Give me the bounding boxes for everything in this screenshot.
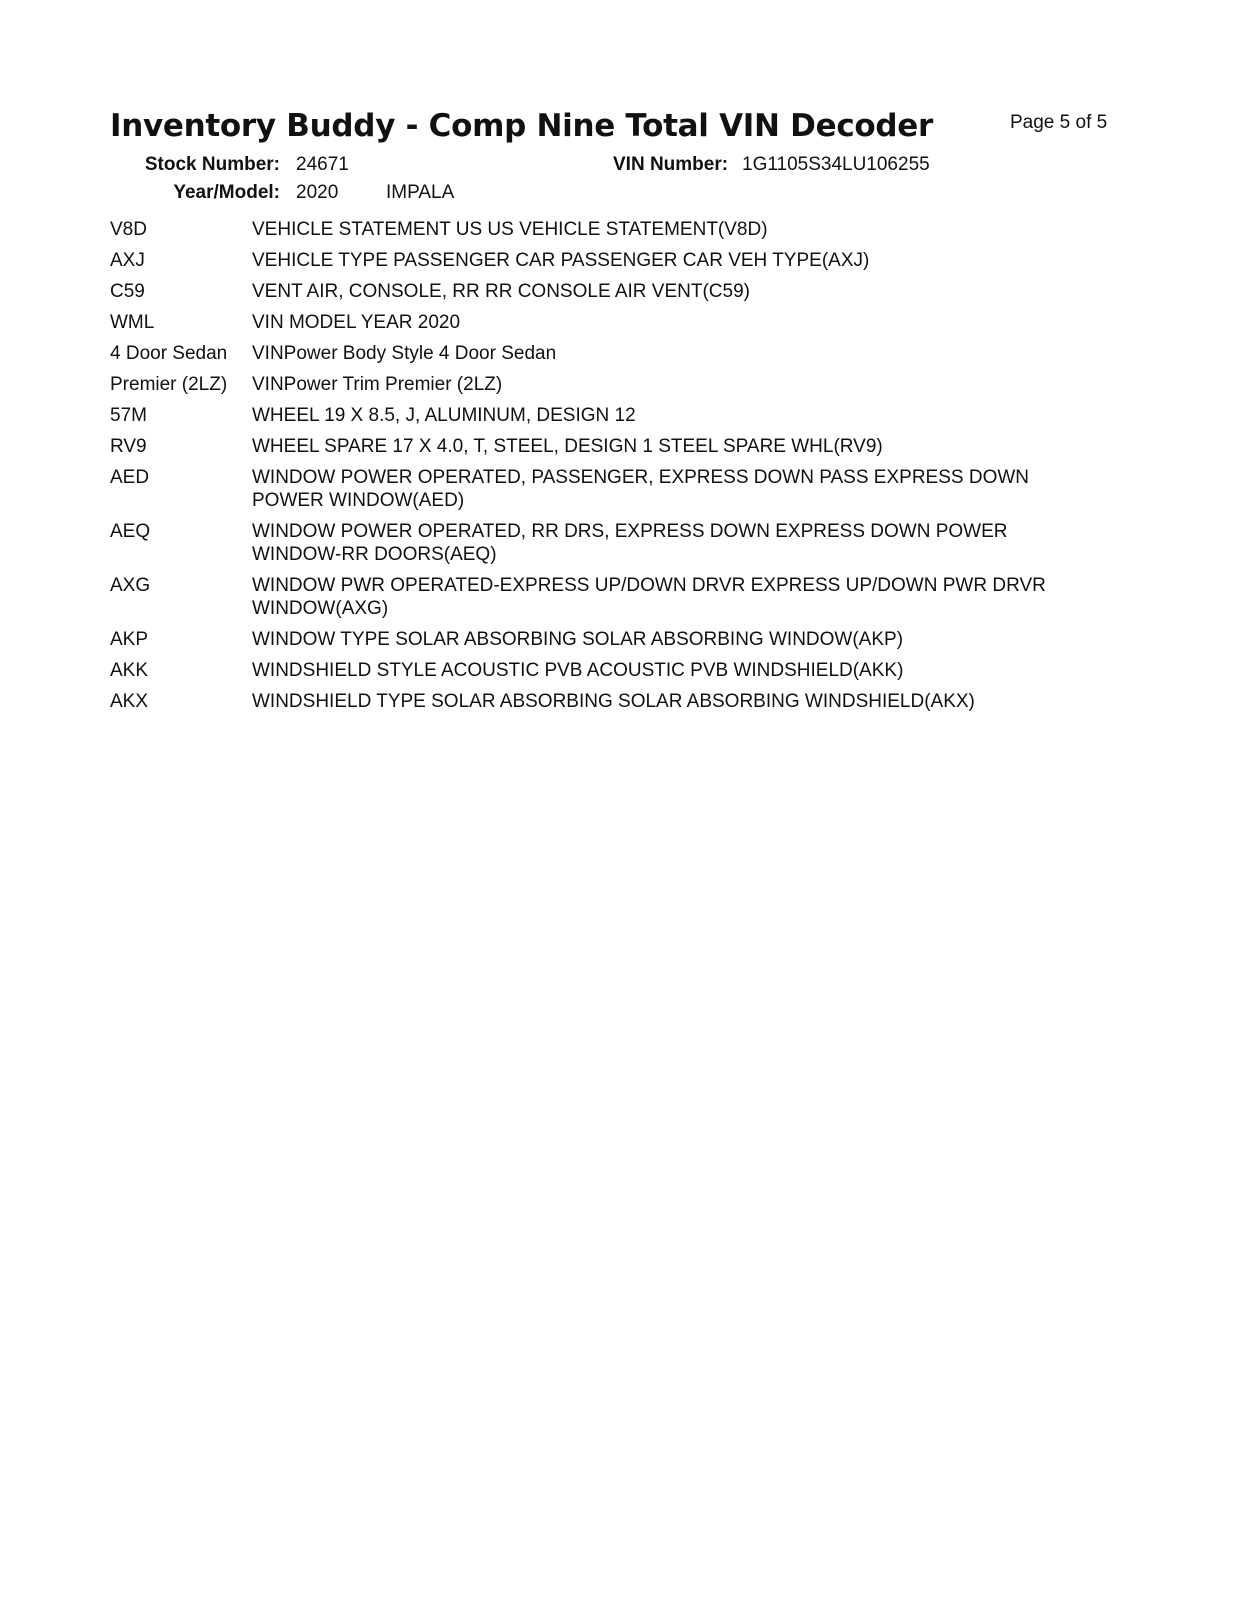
option-code: 57M [110, 405, 147, 426]
option-description: WINDOW TYPE SOLAR ABSORBING SOLAR ABSORBING WINDOW(AKP) [252, 629, 904, 650]
option-description: VEHICLE STATEMENT US US VEHICLE STATEMENT(V8D) [252, 219, 768, 240]
option-description: WHEEL 19 X 8.5, J, ALUMINUM, DESIGN 12 [252, 405, 636, 426]
page-number: Page 5 of 5 [1010, 112, 1108, 133]
option-code: AKK [110, 660, 149, 681]
option-row [110, 249, 1110, 272]
option-row [110, 404, 1110, 427]
option-description: VINPower Body Style 4 Door Sedan [252, 343, 557, 364]
option-code-list [110, 218, 1110, 721]
option-row [110, 218, 1110, 241]
option-code: V8D [110, 219, 147, 240]
option-row [110, 466, 1110, 512]
option-row [110, 373, 1110, 396]
option-row [110, 659, 1110, 682]
option-description: WINDOW PWR OPERATED-EXPRESS UP/DOWN DRVR EXPRESS UP/DOWN PWR DRVR WINDOW(AXG) [252, 575, 1046, 619]
option-row [110, 435, 1110, 458]
option-description: WHEEL SPARE 17 X 4.0, T, STEEL, DESIGN 1 STEEL SPARE WHL(RV9) [252, 436, 883, 457]
year-value: 2020 [296, 182, 339, 203]
option-code: AED [110, 467, 150, 488]
option-description: VINPower Trim Premier (2LZ) [252, 374, 503, 395]
vin-number-value: 1G1105S34LU106255 [742, 154, 930, 175]
option-code: AXG [110, 575, 151, 596]
option-code: AXJ [110, 250, 145, 271]
option-row [110, 342, 1110, 365]
option-description: VIN MODEL YEAR 2020 [252, 312, 461, 333]
option-row [110, 574, 1110, 620]
option-row [110, 690, 1110, 713]
option-code: AKX [110, 691, 149, 712]
model-value: IMPALA [386, 182, 455, 203]
option-row [110, 520, 1110, 566]
option-row [110, 628, 1110, 651]
option-row [110, 280, 1110, 303]
option-description: VEHICLE TYPE PASSENGER CAR PASSENGER CAR VEH TYPE(AXJ) [252, 250, 870, 271]
report-title: Inventory Buddy - Comp Nine Total VIN Decoder [110, 108, 934, 144]
option-description: WINDOW POWER OPERATED, RR DRS, EXPRESS DOWN EXPRESS DOWN POWER WINDOW-RR DOORS(AEQ) [252, 521, 1008, 565]
option-code: 4 Door Sedan [110, 343, 228, 364]
option-description: WINDOW POWER OPERATED, PASSENGER, EXPRESS DOWN PASS EXPRESS DOWN POWER WINDOW(AED) [252, 467, 1029, 511]
option-code: WML [110, 312, 155, 333]
option-description: WINDSHIELD STYLE ACOUSTIC PVB ACOUSTIC PVB WINDSHIELD(AKK) [252, 660, 904, 681]
option-code: AKP [110, 629, 149, 650]
stock-number-label: Stock Number: [144, 154, 280, 175]
option-code: AEQ [110, 521, 151, 542]
stock-number-value: 24671 [296, 154, 349, 175]
option-description: WINDSHIELD TYPE SOLAR ABSORBING SOLAR ABSORBING WINDSHIELD(AKX) [252, 691, 975, 712]
vin-number-label: VIN Number: [613, 154, 729, 175]
option-code: C59 [110, 281, 145, 302]
option-code: RV9 [110, 436, 147, 457]
option-description: VENT AIR, CONSOLE, RR RR CONSOLE AIR VENT(C59) [252, 281, 750, 302]
option-row [110, 311, 1110, 334]
year-model-label: Year/Model: [173, 182, 280, 203]
option-code: Premier (2LZ) [110, 374, 228, 395]
